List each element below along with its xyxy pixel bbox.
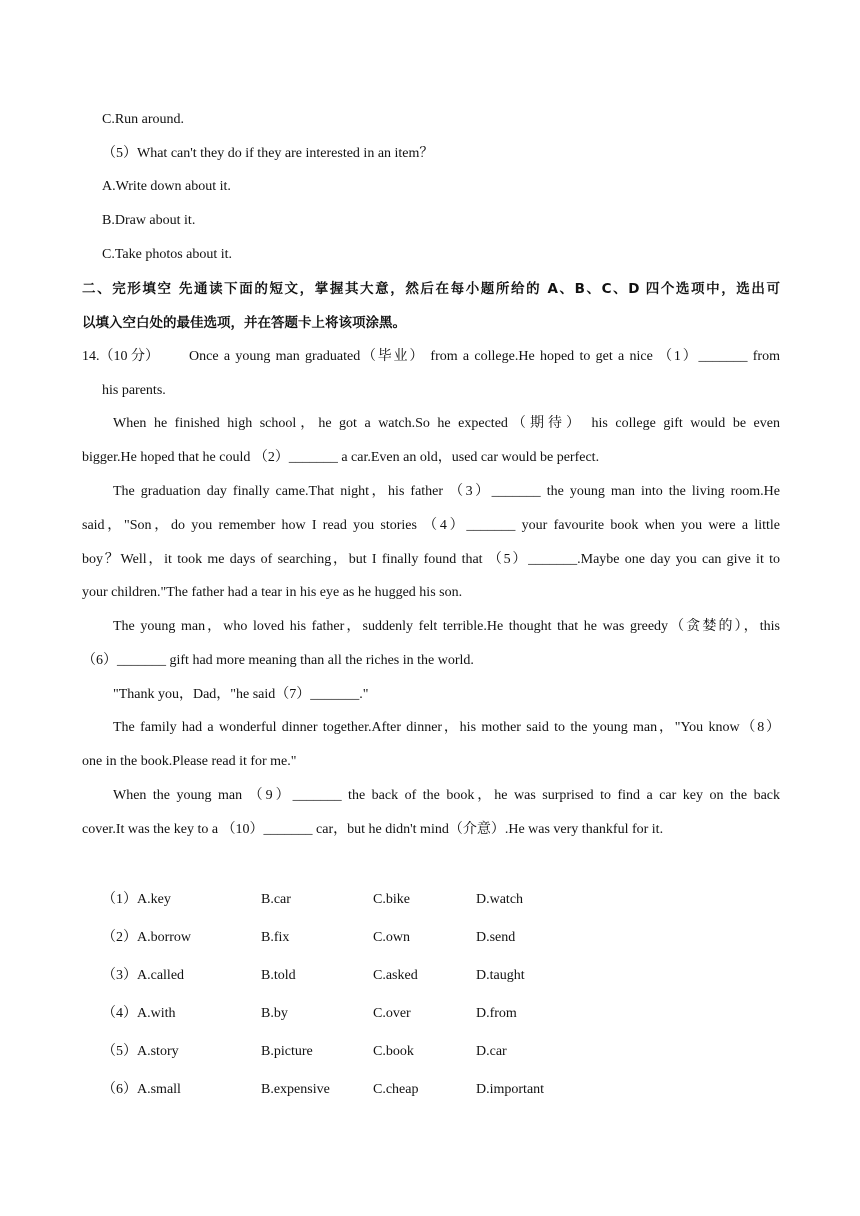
section-heading-line2: 以填入空白处的最佳选项，并在答题卡上将该项涂黑。 [82, 315, 406, 331]
passage-line: bigger.He hoped that he could （2）_______ a car.Even an old，used car would be perfect. [82, 450, 600, 465]
option-row-6 [102, 1080, 702, 1100]
option-d: D.car [476, 1044, 507, 1059]
option-a: （3）A.called [102, 968, 185, 983]
option-b: B.fix [261, 930, 290, 945]
q13-sub5-question: （5）What can't they do if they are interested in an item？ [102, 146, 434, 161]
option-row-1 [102, 890, 702, 910]
option-c: C.over [373, 1006, 411, 1021]
option-a: （4）A.with [102, 1006, 176, 1021]
option-b: B.expensive [261, 1082, 330, 1097]
option-a: （1）A.key [102, 892, 171, 907]
q13-option-c: C.Run around. [102, 112, 185, 127]
option-row-5 [102, 1042, 702, 1062]
option-d: D.send [476, 930, 516, 945]
section-heading-line1: 二、完形填空 先通读下面的短文，掌握其大意，然后在每小题所给的 A、B、C、D 四个选项中，选出可 [82, 281, 780, 297]
option-c: C.asked [373, 968, 418, 983]
option-row-3 [102, 966, 702, 986]
option-a: （5）A.story [102, 1044, 179, 1059]
option-row-2 [102, 928, 702, 948]
passage-line: The family had a wonderful dinner together.After dinner，his mother said to the young man，"You know（8） [113, 720, 780, 735]
option-b: B.by [261, 1006, 288, 1021]
option-c: C.bike [373, 892, 410, 907]
passage-line: "Thank you，Dad，"he said（7）_______." [113, 687, 369, 702]
passage-line: When the young man （9）_______ the back of the book，he was surprised to find a car key on the back [113, 788, 780, 803]
passage-line: boy？Well，it took me days of searching，but I finally found that （5）_______.Maybe one day you can give it to [82, 552, 780, 567]
q13-sub5-option-a: A.Write down about it. [102, 179, 231, 194]
option-c: C.book [373, 1044, 414, 1059]
passage-line: your children."The father had a tear in his eye as he hugged his son. [82, 585, 463, 600]
option-c: C.cheap [373, 1082, 419, 1097]
q13-sub5-option-b: B.Draw about it. [102, 213, 196, 228]
q13-sub5-option-c: C.Take photos about it. [102, 247, 233, 262]
option-d: D.taught [476, 968, 525, 983]
option-d: D.from [476, 1006, 517, 1021]
passage-line: Once a young man graduated（毕业） from a college.He hoped to get a nice （1）_______ from [189, 349, 780, 364]
option-b: B.told [261, 968, 296, 983]
option-d: D.watch [476, 892, 524, 907]
passage-line: The graduation day finally came.That night，his father （3）_______ the young man into the living room.He [113, 484, 780, 499]
option-a: （2）A.borrow [102, 930, 192, 945]
passage-line: his parents. [102, 383, 166, 398]
option-c: C.own [373, 930, 410, 945]
option-d: D.important [476, 1082, 545, 1097]
option-b: B.picture [261, 1044, 313, 1059]
passage-line: one in the book.Please read it for me." [82, 754, 297, 769]
option-a: （6）A.small [102, 1082, 181, 1097]
passage-line: said，"Son，do you remember how I read you stories （4）_______ your favourite book when you were a little [82, 518, 780, 533]
passage-line: When he finished high school，he got a watch.So he expected（期待） his college gift would be even [113, 416, 780, 431]
option-b: B.car [261, 892, 291, 907]
q14-number: 14.（10 分） [82, 349, 159, 364]
passage-line: cover.It was the key to a （10）_______ car，but he didn't mind（介意）.He was very thankful for it. [82, 822, 664, 837]
option-row-4 [102, 1004, 702, 1024]
passage-line: （6）_______ gift had more meaning than all the riches in the world. [82, 653, 474, 668]
passage-line: The young man，who loved his father，suddenly felt terrible.He thought that he was greedy（贪婪的），this [113, 619, 780, 634]
